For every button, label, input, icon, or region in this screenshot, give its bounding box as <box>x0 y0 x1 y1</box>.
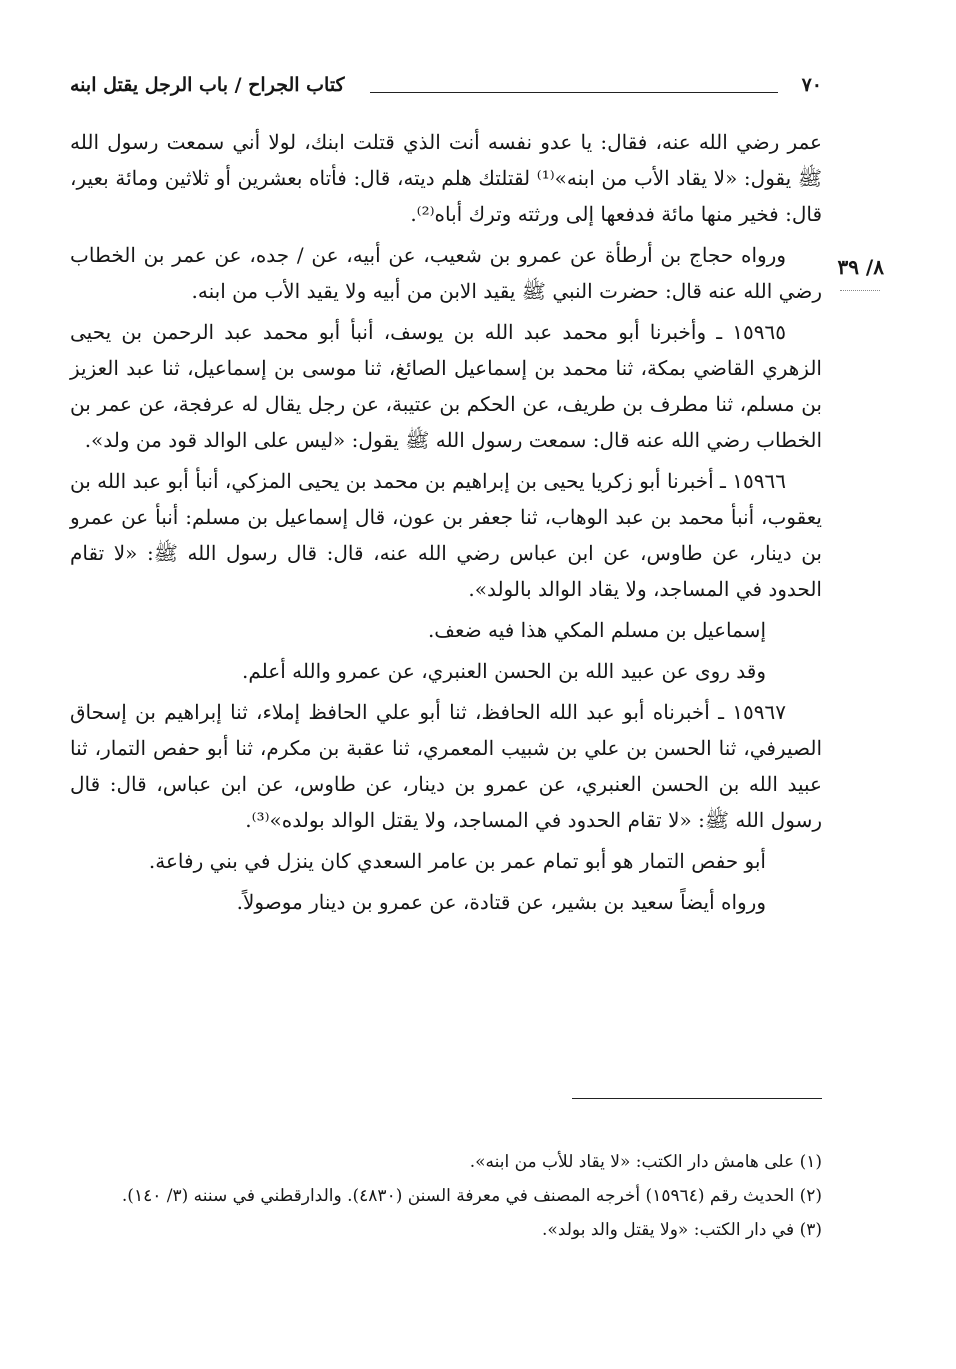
footnote-2: (٢) الحديث رقم (١٥٩٦٤) أخرجه المصنف في معرفة السنن (٤٨٣٠). والدارقطني في سننه (٣/ ١٤٠). <box>121 1186 822 1206</box>
margin-marker: ٨/ ٣٩ <box>837 255 884 279</box>
hadith-15966: ١٥٩٦٦ ـ أخبرنا أبو زكريا يحيى بن إبراهيم بن محمد بن يحيى المزكي، أنبأ أبو عبد الله بن يعقوب، أنبأ محمد بن عبد الوهاب، ثنا جعفر بن عون، قال إسماعيل بن مسلم: أنبأ عن عمرو بن دينار، عن طاوس، عن ابن عباس رضي الله عنه، قال: قال رسول الله ﷺ: «لا تقام الحدود في المساجد، ولا يقاد الوالد بالولد». <box>70 469 822 601</box>
header-rule <box>370 92 778 93</box>
footnote-separator <box>572 1098 822 1099</box>
comment-ubaidullah: وقد روى عن عبيد الله بن الحسن العنبري، عن عمرو والله أعلم. <box>242 659 766 683</box>
running-title: كتاب الجراح / باب الرجل يقتل ابنه <box>70 74 345 96</box>
footnote-3: (٣) في دار الكتب: «ولا يقتل والد بولد». <box>542 1220 822 1240</box>
comment-ismail: إسماعيل بن مسلم المكي هذا فيه ضعف. <box>427 618 766 642</box>
comment-abu-hafs: أبو حفص التمار هو أبو تمام عمر بن عامر السعدي كان ينزل في بني رفاعة. <box>148 849 766 873</box>
comment-saeed: ورواه أيضاً سعيد بن بشير، عن قتادة، عن عمرو بن دينار موصولاً. <box>236 890 766 914</box>
page-number: ٧٠ <box>801 74 822 96</box>
paragraph-continuation: عمر رضي الله عنه، فقال: يا عدو نفسه أنت الذي قتلت ابنك، لولا أني سمعت رسول الله ﷺ يقول: «لا يقاد الأب من ابنه»⁽¹⁾ لقتلتك هلم ديته، قال: فأتاه بعشرين أو ثلاثين ومائة بعير، قال: فخير منها مائة فدفعها إلى ورثته وترك أباه⁽²⁾. <box>70 130 822 226</box>
page-header <box>70 74 822 108</box>
footnotes <box>70 1148 822 1250</box>
margin-marker-dots <box>840 290 880 291</box>
footnote-1: (١) على هامش دار الكتب: «لا يقاد للأب من ابنه». <box>469 1152 822 1172</box>
paragraph-hajjaj: ورواه حجاج بن أرطأة عن عمرو بن شعيب، عن أبيه، عن / جده، عن عمر بن الخطاب رضي الله عنه قال: حضرت النبي ﷺ يقيد الابن من أبيه ولا يقيد الأب من ابنه. <box>70 243 822 303</box>
hadith-15967: ١٥٩٦٧ ـ أخبرناه أبو عبد الله الحافظ، ثنا أبو علي الحافظ إملاء، ثنا إبراهيم بن إسحاق الصيرفي، ثنا الحسن بن علي بن شبيب المعمري، ثنا عقبة بن مكرم، ثنا أبو حفص التمار، ثنا عبيد الله بن الحسن العنبري، عن عمرو بن دينار، عن طاوس، عن ابن عباس، قال: قال رسول الله ﷺ: «لا تقام الحدود في المساجد، ولا يقتل الوالد بولده»⁽³⁾. <box>70 700 822 832</box>
main-text <box>70 124 822 925</box>
hadith-15965: ١٥٩٦٥ ـ وأخبرنا أبو محمد عبد الله بن يوسف، أنبأ أبو محمد عبد الرحمن بن يحيى الزهري القاضي بمكة، ثنا محمد بن إسماعيل الصائغ، ثنا موسى بن إسماعيل، ثنا عبد العزيز بن مسلم، ثنا مطرف بن طريف، عن الحكم بن عتيبة، عن رجل يقال له عرفجة، عن عمر بن الخطاب رضي الله عنه قال: سمعت رسول الله ﷺ يقول: «ليس على الوالد قود من ولد». <box>70 320 822 452</box>
